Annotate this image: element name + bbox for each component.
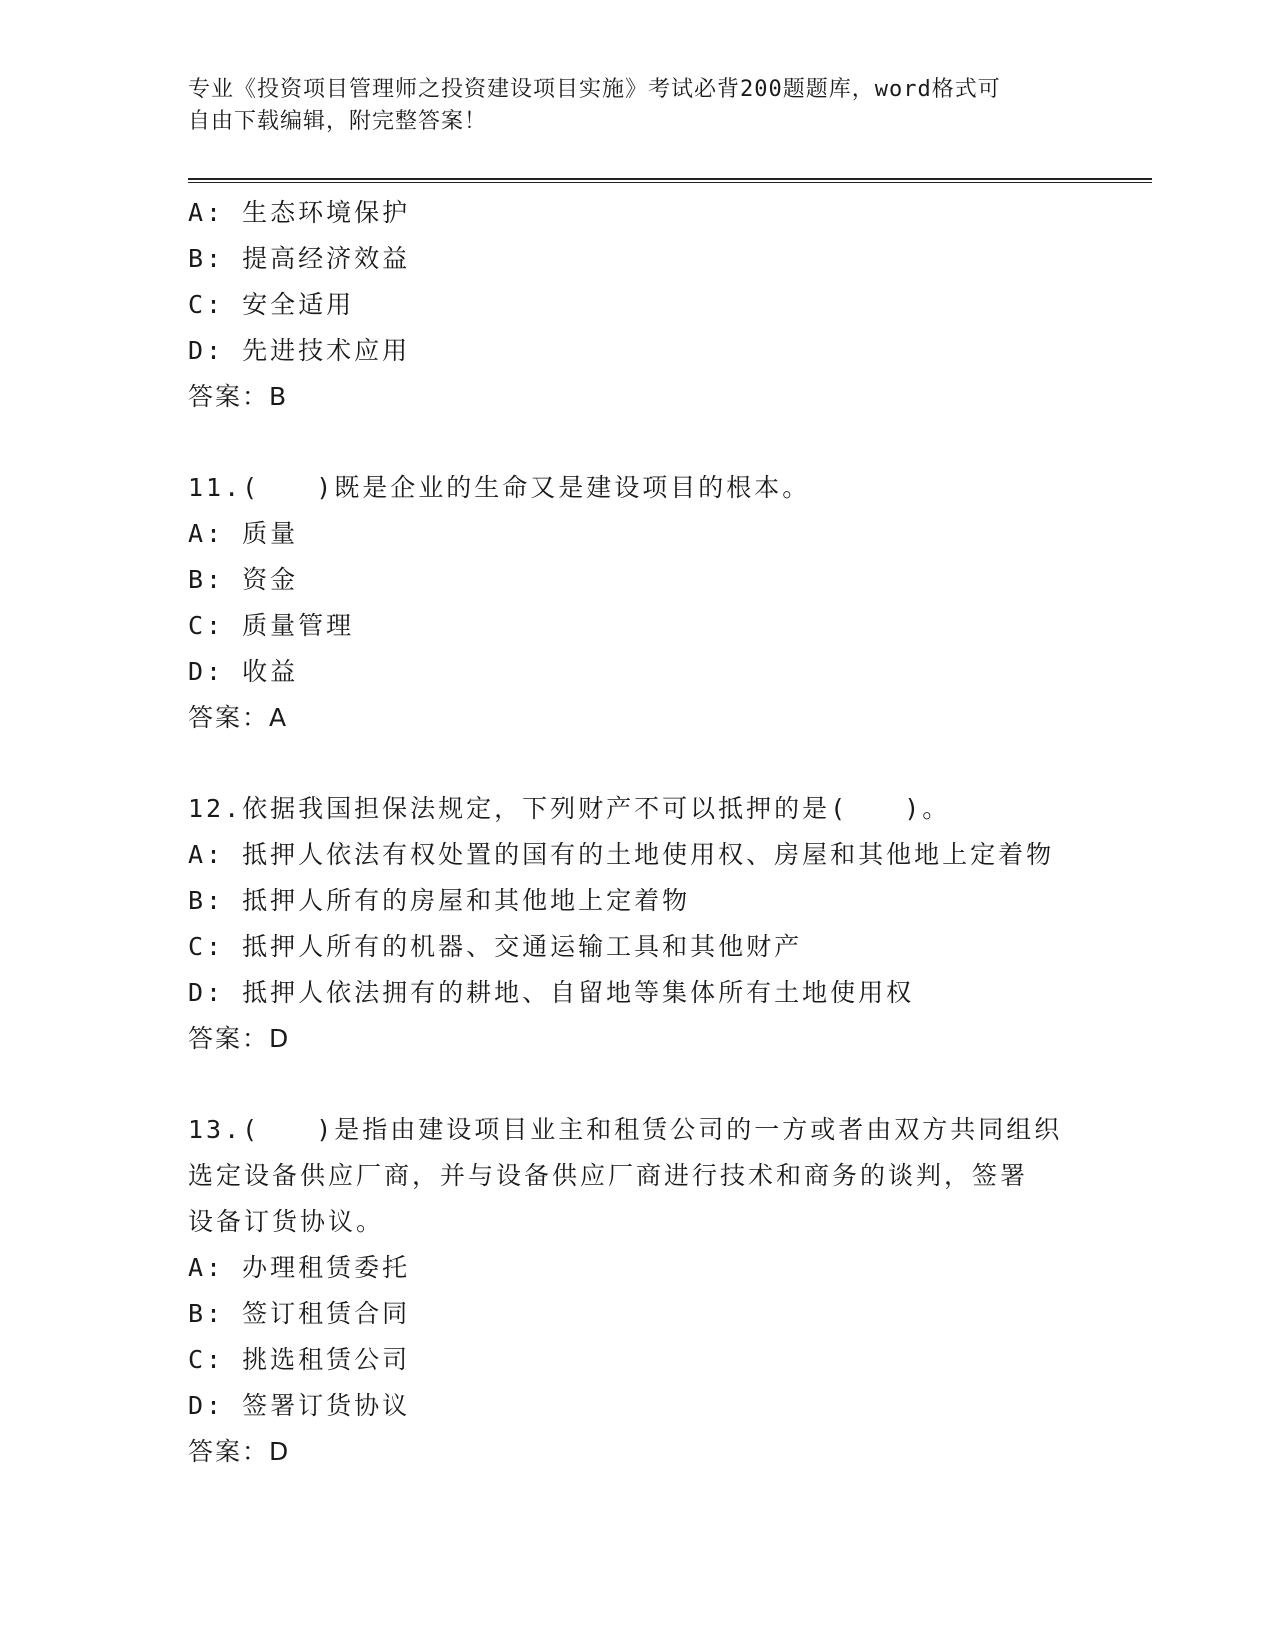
document-header: [188, 74, 1068, 138]
block-spacer: [188, 420, 1088, 465]
answer-option: D: 抵押人依法拥有的耕地、自留地等集体所有土地使用权: [188, 978, 915, 1007]
answer-option: C: 抵押人所有的机器、交通运输工具和其他财产: [188, 932, 803, 961]
block-spacer: [188, 741, 1088, 786]
answer-option: C: 挑选租赁公司: [188, 1345, 411, 1374]
question-list: [188, 190, 1088, 1475]
header-divider: [188, 178, 1152, 183]
question-text: 13.( )是指由建设项目业主和租赁公司的一方或者由双方共同组织: [188, 1115, 1063, 1144]
question-block: [188, 1107, 1088, 1475]
answer-option: B: 抵押人所有的房屋和其他地上定着物: [188, 886, 691, 915]
question-text: 设备订货协议。: [188, 1207, 385, 1236]
answer-option: B: 提高经济效益: [188, 244, 411, 273]
correct-answer: 答案：B: [188, 382, 289, 411]
question-text: 选定设备供应厂商，并与设备供应厂商进行技术和商务的谈判，签署: [188, 1161, 1029, 1190]
answer-option: D: 收益: [188, 657, 299, 686]
answer-option: C: 安全适用: [188, 290, 355, 319]
question-block: [188, 465, 1088, 741]
block-spacer: [188, 1062, 1088, 1107]
correct-answer: 答案：D: [188, 1024, 291, 1053]
question-text: 11.( )既是企业的生命又是建设项目的根本。: [188, 473, 811, 502]
answer-option: B: 资金: [188, 565, 299, 594]
answer-option: B: 签订租赁合同: [188, 1299, 411, 1328]
answer-option: A: 生态环境保护: [188, 198, 411, 227]
correct-answer: 答案：D: [188, 1437, 291, 1466]
correct-answer: 答案：A: [188, 703, 289, 732]
answer-option: A: 抵押人依法有权处置的国有的土地使用权、房屋和其他地上定着物: [188, 840, 1055, 869]
header-line-1: 专业《投资项目管理师之投资建设项目实施》考试必背200题题库，word格式可: [188, 77, 1001, 102]
question-block: [188, 190, 1088, 420]
answer-option: D: 签署订货协议: [188, 1391, 411, 1420]
answer-option: D: 先进技术应用: [188, 336, 411, 365]
header-line-2: 自由下载编辑，附完整答案！: [188, 109, 488, 134]
answer-option: A: 质量: [188, 519, 299, 548]
answer-option: C: 质量管理: [188, 611, 355, 640]
question-block: [188, 786, 1088, 1062]
answer-option: A: 办理租赁委托: [188, 1253, 411, 1282]
question-text: 12.依据我国担保法规定，下列财产不可以抵押的是( )。: [188, 794, 951, 823]
